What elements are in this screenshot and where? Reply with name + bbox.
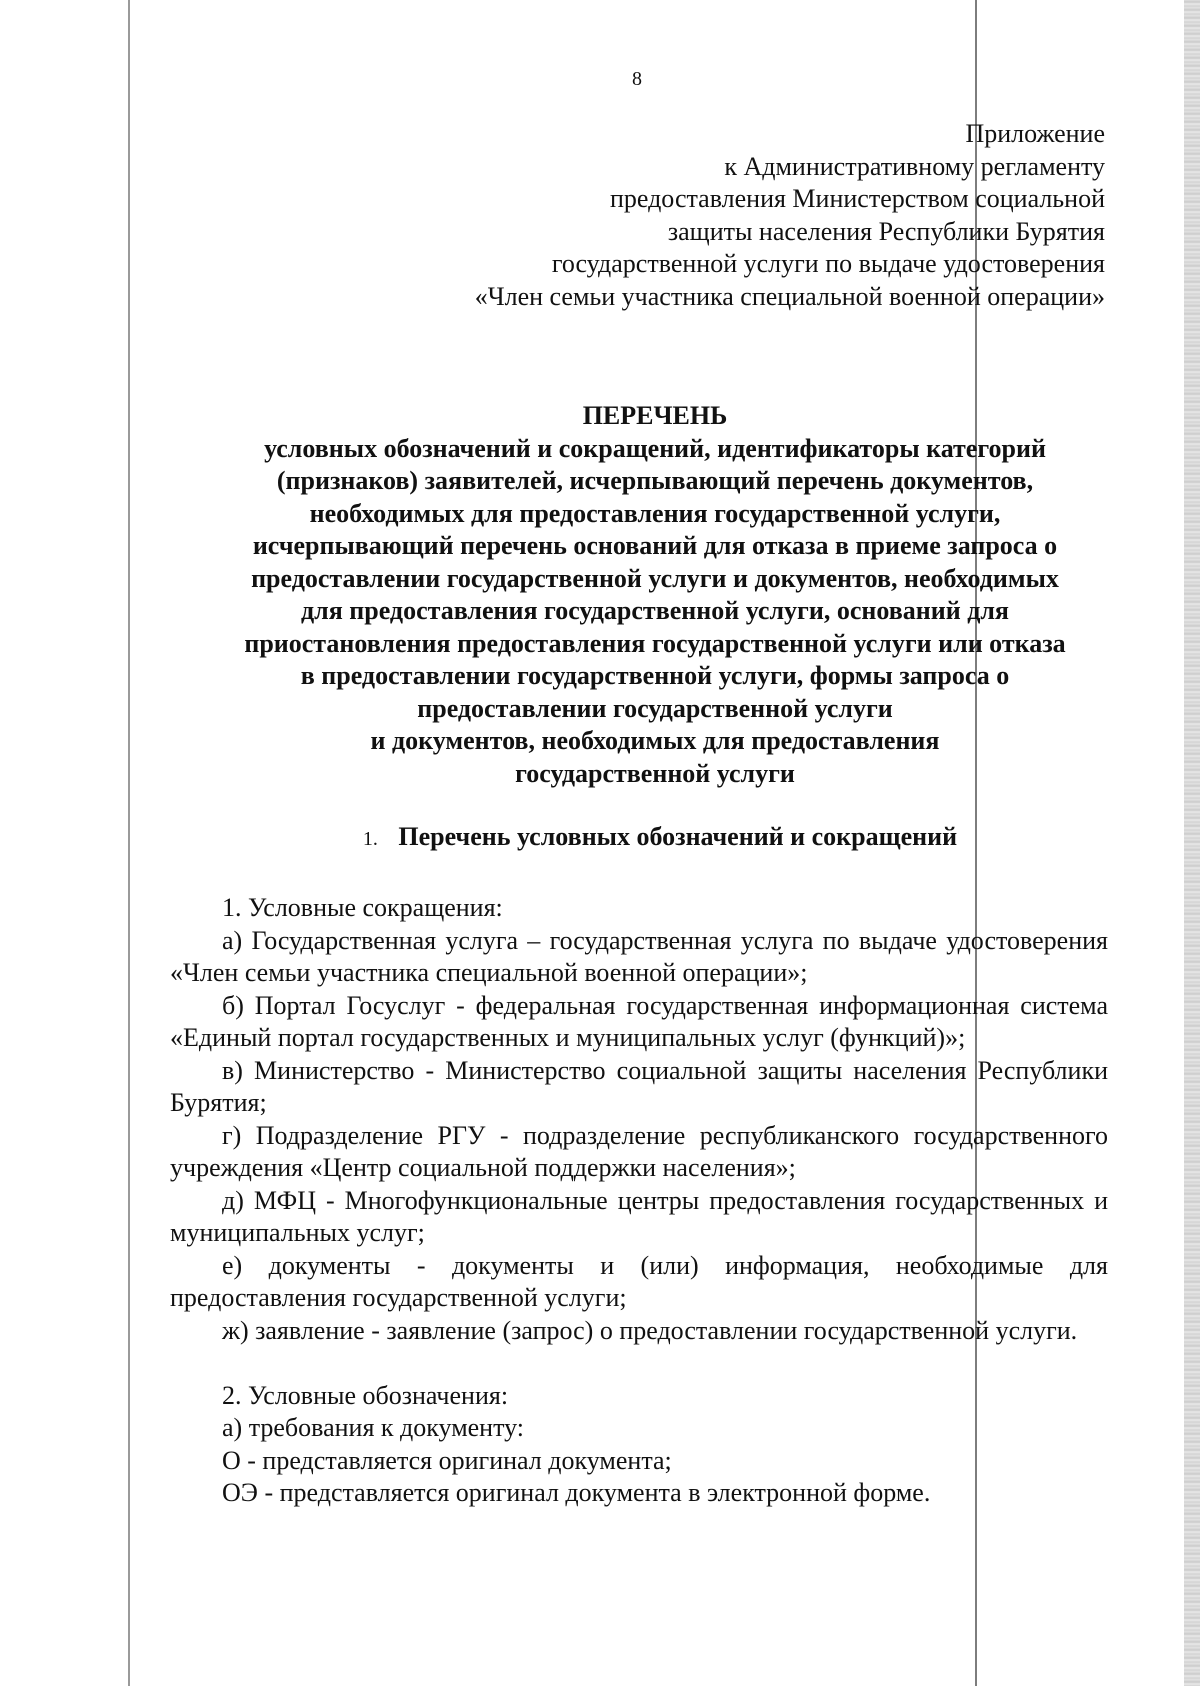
body-text: [170, 892, 1108, 1510]
scan-right-edge: [1184, 0, 1200, 1686]
appendix-line: государственной услуги по выдаче удостоверения: [551, 249, 1105, 278]
heading-line: и документов, необходимых для предоставления: [370, 726, 940, 755]
appendix-line: к Административному регламенту: [724, 151, 1105, 181]
appendix-line: защиты населения Республики Бурятия: [667, 216, 1105, 246]
heading-line: исчерпывающий перечень оснований для отказа в приеме запроса о: [252, 531, 1058, 560]
document-heading: [195, 400, 1115, 790]
abbreviation-item: в) Министерство - Министерство социальной защиты населения Республики Бурятия;: [170, 1055, 1108, 1117]
appendix-line: предоставления Министерством социальной: [609, 184, 1105, 213]
heading-line: (признаков) заявителей, исчерпывающий перечень документов,: [276, 466, 1034, 495]
abbreviation-item: г) Подразделение РГУ - подразделение республиканского государственного учреждения «Центр социальной поддержки населения»;: [170, 1120, 1108, 1182]
abbreviation-item: д) МФЦ - Многофункциональные центры предоставления государственных и муниципальных услуг;: [170, 1185, 1108, 1247]
heading-line: государственной услуги: [515, 758, 795, 788]
section-number: 1.: [362, 828, 378, 850]
heading-line: условных обозначений и сокращений, идентификаторы категорий: [264, 433, 1046, 463]
heading-line: в предоставлении государственной услуги, формы запроса о: [300, 661, 1010, 690]
abbreviation-item: а) Государственная услуга – государственная услуга по выдаче удостоверения «Член семьи участника специальной военной операции»;: [170, 925, 1108, 987]
appendix-line: «Член семьи участника специальной военной операции»: [474, 281, 1105, 311]
heading-line: предоставлении государственной услуги и документов, необходимых: [251, 563, 1059, 593]
heading-line: приостановления предоставления государственной услуги или отказа: [244, 628, 1066, 658]
designation-item: ОЭ - представляется оригинал документа в электронной форме.: [222, 1478, 931, 1507]
heading-title: ПЕРЕЧЕНЬ: [582, 401, 728, 430]
heading-line: предоставлении государственной услуги: [417, 693, 893, 723]
designations-subheading: а) требования к документу:: [222, 1413, 524, 1442]
section-title-text: Перечень условных обозначений и сокращений: [398, 822, 958, 851]
paragraph-gap: [170, 1347, 1108, 1380]
heading-line: необходимых для предоставления государственной услуги,: [309, 498, 1001, 528]
abbreviation-item: е) документы - документы и (или) информация, необходимые для предоставления государственной услуги;: [170, 1250, 1108, 1312]
heading-line: для предоставления государственной услуги, оснований для: [300, 596, 1010, 625]
scan-left-edge: [128, 0, 130, 1686]
section-title: [200, 822, 1120, 852]
abbreviation-item: ж) заявление - заявление (запрос) о предоставлении государственной услуги.: [222, 1315, 1078, 1345]
appendix-line: Приложение: [965, 119, 1105, 148]
appendix-block: [345, 118, 1105, 313]
page-number: 8: [632, 68, 642, 90]
abbreviations-heading: 1. Условные сокращения:: [222, 893, 503, 922]
designation-item: О - представляется оригинал документа;: [222, 1445, 672, 1475]
designations-heading: 2. Условные обозначения:: [222, 1380, 509, 1410]
abbreviation-item: б) Портал Госуслуг - федеральная государственная информационная система «Единый портал государственных и муниципальных услуг (функций)»;: [170, 990, 1108, 1052]
